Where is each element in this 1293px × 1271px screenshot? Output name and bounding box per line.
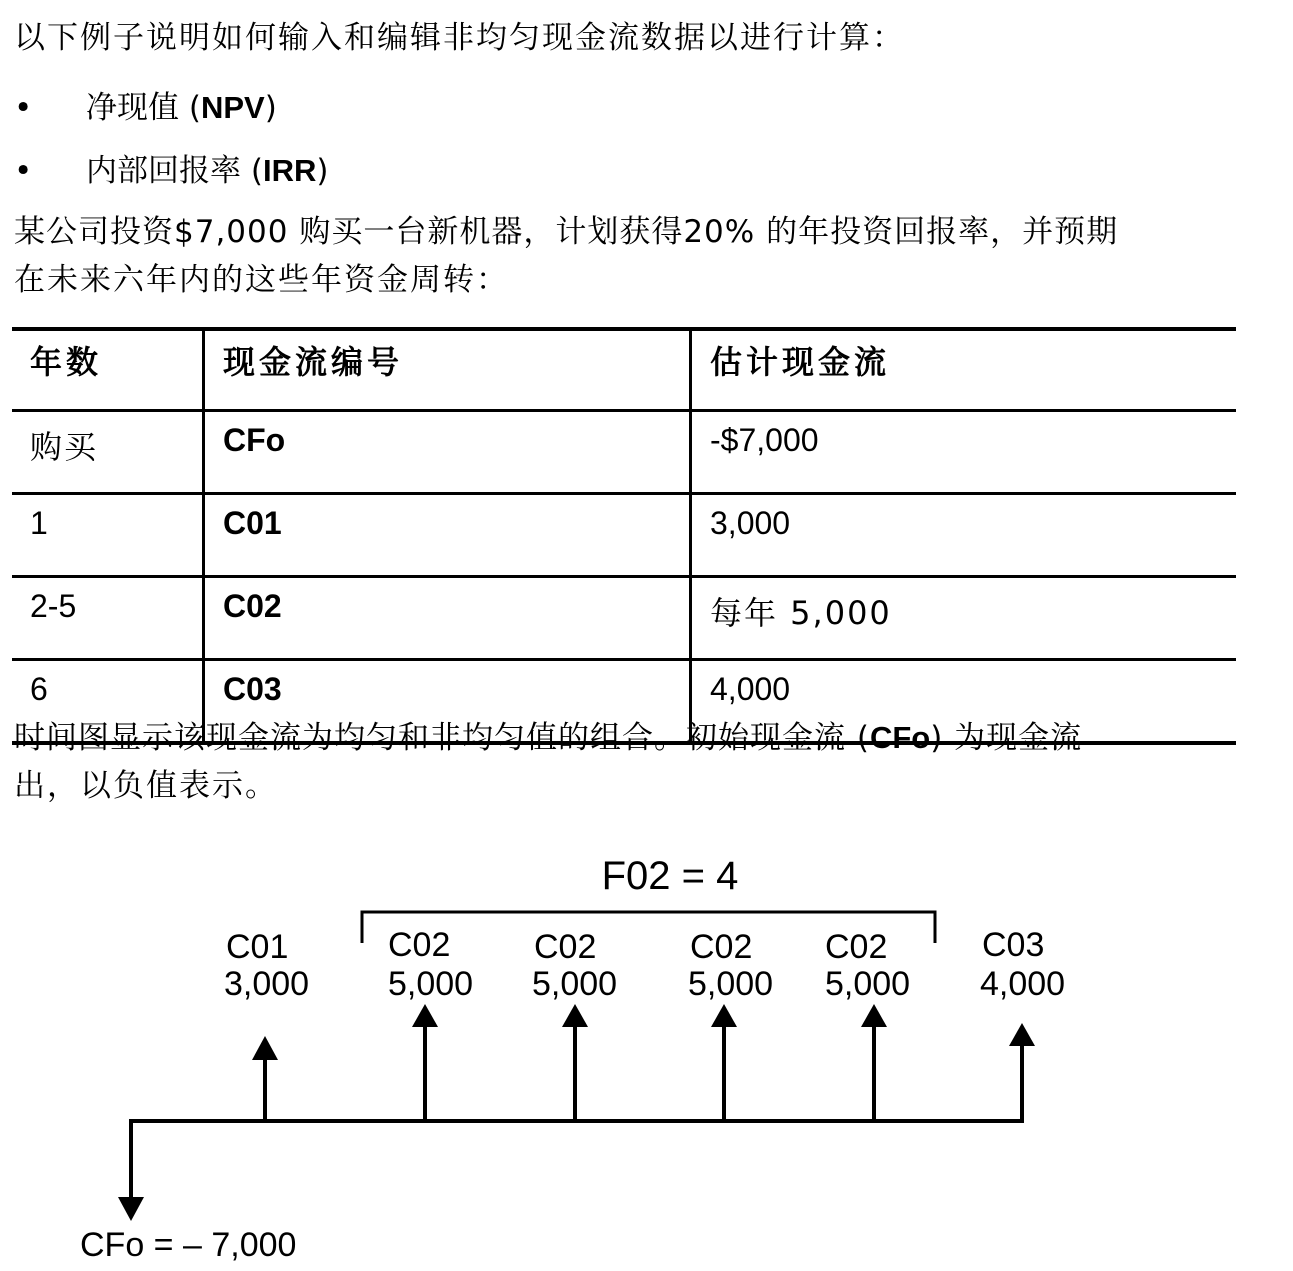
explanation-line-1 [14, 714, 1082, 762]
scenario-line-2: 在未来六年内的这些年资金周转： [14, 262, 509, 298]
arrow-up-icon [711, 1004, 737, 1027]
cell-flow-number: C01 [204, 494, 691, 577]
flow-arrow-c02-1 [388, 926, 473, 1121]
cell-year: 购买 [12, 411, 204, 494]
explanation-cfo: CFo [869, 720, 931, 755]
bullet-irr-suffix: ) [316, 153, 329, 189]
flow-code-label: C01 [226, 928, 289, 966]
flow-code-label: C02 [690, 928, 753, 966]
table-header-row [12, 329, 1236, 411]
intro-text: 以下例子说明如何输入和编辑非均匀现金流数据以进行计算： [14, 20, 905, 56]
bullet-npv [14, 88, 277, 128]
bullet-npv-suffix: ) [264, 90, 277, 126]
cell-flow-number: C03 [204, 660, 691, 744]
cell-estimated-flow: -$7,000 [691, 411, 1237, 494]
bullet-irr [14, 151, 328, 191]
bullet-irr-abbr: IRR [262, 153, 317, 188]
flow-arrow-c03 [980, 926, 1065, 1121]
flow-code-label: C02 [388, 926, 451, 964]
arrow-up-icon [1009, 1023, 1035, 1046]
table-row [12, 494, 1236, 577]
scenario-line-1: 某公司投资$7,000 购买一台新机器，计划获得20% 的年投资回报率，并预期 [14, 214, 1119, 250]
flow-amount-label: 5,000 [688, 965, 774, 1003]
arrow-down-icon [118, 1197, 144, 1221]
initial-outflow-label: CFo = – 7,000 [80, 1226, 297, 1264]
arrow-up-icon [252, 1036, 278, 1060]
flow-code-label: C02 [534, 928, 597, 966]
frequency-label: F02 = 4 [601, 854, 739, 898]
flow-amount-label: 4,000 [980, 965, 1066, 1003]
bullet-dot: • [14, 90, 33, 126]
arrow-up-icon [562, 1004, 588, 1027]
header-flow-number: 现金流编号 [204, 329, 691, 411]
bullet-npv-abbr: NPV [200, 90, 265, 125]
flow-arrow-c01 [224, 928, 309, 1121]
cash-flow-table [12, 327, 1236, 745]
table-row [12, 577, 1236, 660]
cell-estimated-flow: 3,000 [691, 494, 1237, 577]
explanation-text-c: ) 为现金流 [930, 720, 1083, 756]
explanation-line-2: 出，以负值表示。 [14, 768, 278, 804]
flow-amount-label: 5,000 [388, 965, 474, 1003]
cell-year: 2-5 [12, 577, 204, 660]
bullet-irr-prefix: 内部回报率 ( [86, 153, 263, 189]
bullet-dot: • [14, 153, 33, 189]
flow-amount-label: 5,000 [532, 965, 618, 1003]
cell-flow-number: CFo [204, 411, 691, 494]
cell-estimated-flow: 4,000 [691, 660, 1237, 744]
initial-outflow-arrow [80, 1119, 296, 1264]
flow-arrow-c02-4 [825, 928, 910, 1121]
flow-arrow-c02-2 [532, 928, 617, 1121]
flow-arrow-c02-3 [688, 928, 773, 1121]
arrow-up-icon [412, 1004, 438, 1027]
flow-code-label: C02 [825, 928, 888, 966]
header-year: 年数 [12, 329, 204, 411]
cell-year: 6 [12, 660, 204, 744]
cell-year: 1 [12, 494, 204, 577]
arrow-up-icon [861, 1004, 887, 1027]
flow-amount-label: 3,000 [224, 965, 310, 1003]
explanation-text-a: 时间图显示该现金流为均匀和非均匀值的组合。初始现金流 ( [14, 720, 870, 756]
cell-flow-number: C02 [204, 577, 691, 660]
header-estimated-flow: 估计现金流 [691, 329, 1237, 411]
frequency-bracket [362, 912, 935, 943]
bullet-npv-prefix: 净现值 ( [86, 90, 201, 126]
flow-amount-label: 5,000 [825, 965, 911, 1003]
cell-estimated-flow: 每年 5,000 [691, 577, 1237, 660]
table-row [12, 411, 1236, 494]
flow-code-label: C03 [982, 926, 1045, 964]
